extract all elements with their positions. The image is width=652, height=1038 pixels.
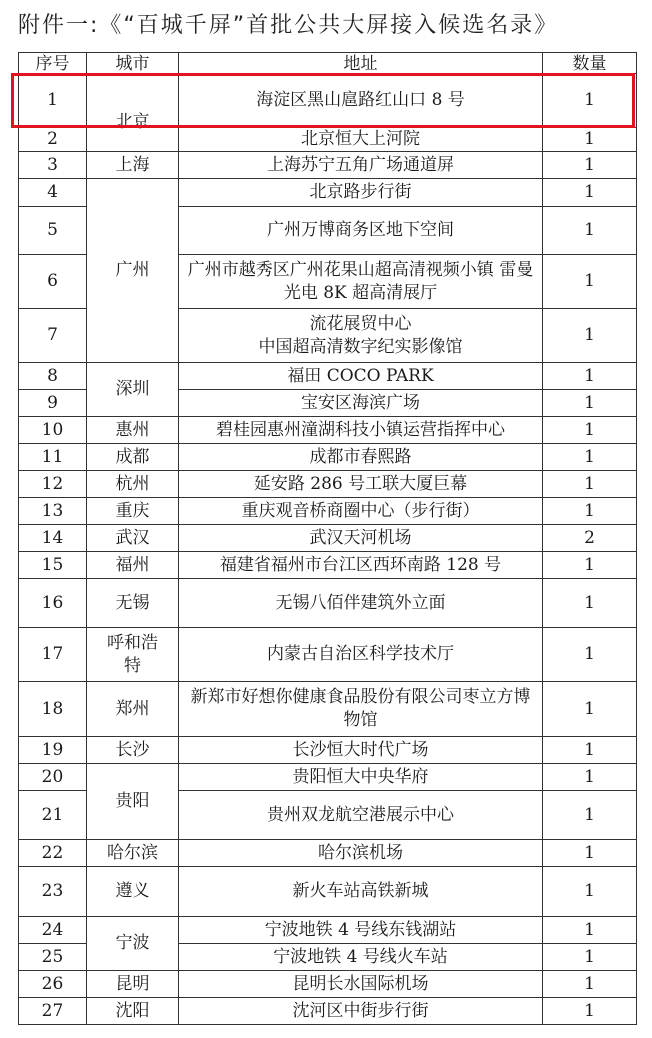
row-address: 沈河区中街步行街 (179, 998, 543, 1025)
row-no: 20 (19, 764, 87, 791)
table-row (19, 998, 637, 1025)
row-no: 6 (19, 255, 87, 309)
row-no: 15 (19, 552, 87, 579)
row-qty: 1 (543, 764, 637, 791)
city-cell: 宁波 (87, 917, 179, 971)
table-row (19, 471, 637, 498)
row-no: 24 (19, 917, 87, 944)
row-address: 延安路 286 号工联大厦巨幕 (179, 471, 543, 498)
table-row (19, 417, 637, 444)
row-address: 新郑市好想你健康食品股份有限公司枣立方博物馆 (179, 682, 543, 737)
row-address: 无锡八佰伴建筑外立面 (179, 579, 543, 628)
table-row (19, 179, 637, 207)
row-address: 宁波地铁 4 号线火车站 (179, 944, 543, 971)
row-no: 10 (19, 417, 87, 444)
header-no: 序号 (19, 53, 87, 74)
city-cell: 杭州 (87, 471, 179, 498)
row-qty: 1 (543, 152, 637, 179)
table-row (19, 444, 637, 471)
row-qty: 1 (543, 579, 637, 628)
row-address: 碧桂园惠州潼湖科技小镇运营指挥中心 (179, 417, 543, 444)
city-cell: 无锡 (87, 579, 179, 628)
row-qty: 2 (543, 525, 637, 552)
city-cell: 贵阳 (87, 764, 179, 840)
row-no: 21 (19, 791, 87, 840)
row-no: 5 (19, 207, 87, 255)
row-qty: 1 (543, 682, 637, 737)
row-qty: 1 (543, 628, 637, 682)
row-qty: 1 (543, 944, 637, 971)
row-no: 7 (19, 309, 87, 363)
table-row (19, 498, 637, 525)
table-row (19, 552, 637, 579)
header-qty: 数量 (543, 53, 637, 74)
row-address: 北京路步行街 (179, 179, 543, 207)
row-qty: 1 (543, 74, 637, 128)
row-no: 1 (19, 74, 87, 128)
row-no: 9 (19, 390, 87, 417)
city-cell: 哈尔滨 (87, 840, 179, 867)
row-no: 18 (19, 682, 87, 737)
header-address: 地址 (179, 53, 543, 74)
row-qty: 1 (543, 737, 637, 764)
row-no: 26 (19, 971, 87, 998)
row-qty: 1 (543, 363, 637, 390)
row-address: 新火车站高铁新城 (179, 867, 543, 917)
row-no: 4 (19, 179, 87, 207)
table-row (19, 74, 637, 128)
row-qty: 1 (543, 309, 637, 363)
header-city: 城市 (87, 53, 179, 74)
row-qty: 1 (543, 207, 637, 255)
city-cell: 深圳 (87, 363, 179, 417)
row-no: 13 (19, 498, 87, 525)
row-qty: 1 (543, 471, 637, 498)
row-qty: 1 (543, 444, 637, 471)
table-row (19, 971, 637, 998)
row-qty: 1 (543, 552, 637, 579)
row-address: 哈尔滨机场 (179, 840, 543, 867)
row-address: 长沙恒大时代广场 (179, 737, 543, 764)
table-header-row (19, 53, 637, 74)
row-qty: 1 (543, 867, 637, 917)
row-address: 广州万博商务区地下空间 (179, 207, 543, 255)
row-no: 3 (19, 152, 87, 179)
row-qty: 1 (543, 417, 637, 444)
row-address: 上海苏宁五角广场通道屏 (179, 152, 543, 179)
row-no: 19 (19, 737, 87, 764)
row-address: 贵阳恒大中央华府 (179, 764, 543, 791)
table-row (19, 363, 637, 390)
row-qty: 1 (543, 971, 637, 998)
row-address: 海淀区黑山扈路红山口 8 号 (179, 74, 543, 128)
row-no: 27 (19, 998, 87, 1025)
city-cell: 武汉 (87, 525, 179, 552)
city-cell: 郑州 (87, 682, 179, 737)
row-address: 昆明长水国际机场 (179, 971, 543, 998)
city-cell: 遵义 (87, 867, 179, 917)
row-no: 12 (19, 471, 87, 498)
city-cell: 呼和浩特 (87, 628, 179, 682)
table-row (19, 682, 637, 737)
row-address: 宁波地铁 4 号线东钱湖站 (179, 917, 543, 944)
row-qty: 1 (543, 255, 637, 309)
row-qty: 1 (543, 998, 637, 1025)
row-no: 16 (19, 579, 87, 628)
row-no: 23 (19, 867, 87, 917)
city-cell: 重庆 (87, 498, 179, 525)
row-address: 流花展贸中心 中国超高清数字纪实影像馆 (179, 309, 543, 363)
row-address: 重庆观音桥商圈中心（步行街） (179, 498, 543, 525)
row-no: 17 (19, 628, 87, 682)
row-address: 北京恒大上河院 (179, 128, 543, 152)
table-row (19, 628, 637, 682)
row-qty: 1 (543, 390, 637, 417)
row-qty: 1 (543, 179, 637, 207)
city-cell: 成都 (87, 444, 179, 471)
table-row (19, 867, 637, 917)
row-qty: 1 (543, 128, 637, 152)
table-row (19, 152, 637, 179)
city-cell: 福州 (87, 552, 179, 579)
city-cell: 沈阳 (87, 998, 179, 1025)
row-no: 14 (19, 525, 87, 552)
table-row (19, 840, 637, 867)
row-no: 11 (19, 444, 87, 471)
row-address: 成都市春熙路 (179, 444, 543, 471)
row-address: 福田 COCO PARK (179, 363, 543, 390)
document-title: 附件一:《“百城千屏”首批公共大屏接入候选名录》 (18, 13, 559, 38)
city-name: 北京 (115, 112, 150, 132)
table-row (19, 917, 637, 944)
row-no: 2 (19, 128, 87, 152)
row-qty: 1 (543, 498, 637, 525)
row-address: 宝安区海滨广场 (179, 390, 543, 417)
row-no: 25 (19, 944, 87, 971)
row-qty: 1 (543, 917, 637, 944)
city-cell: 昆明 (87, 971, 179, 998)
row-qty: 1 (543, 791, 637, 840)
table-row (19, 764, 637, 791)
city-cell (87, 74, 179, 152)
table-row (19, 525, 637, 552)
table-row (19, 737, 637, 764)
row-address: 贵州双龙航空港展示中心 (179, 791, 543, 840)
city-cell: 上海 (87, 152, 179, 179)
city-cell: 广州 (87, 179, 179, 363)
row-address: 福建省福州市台江区西环南路 128 号 (179, 552, 543, 579)
row-no: 8 (19, 363, 87, 390)
city-cell: 惠州 (87, 417, 179, 444)
row-no: 22 (19, 840, 87, 867)
table-row (19, 579, 637, 628)
row-qty: 1 (543, 840, 637, 867)
city-cell: 长沙 (87, 737, 179, 764)
candidate-list-table (18, 52, 637, 1025)
row-address: 武汉天河机场 (179, 525, 543, 552)
row-address: 广州市越秀区广州花果山超高清视频小镇 雷曼光电 8K 超高清展厅 (179, 255, 543, 309)
row-address: 内蒙古自治区科学技术厅 (179, 628, 543, 682)
